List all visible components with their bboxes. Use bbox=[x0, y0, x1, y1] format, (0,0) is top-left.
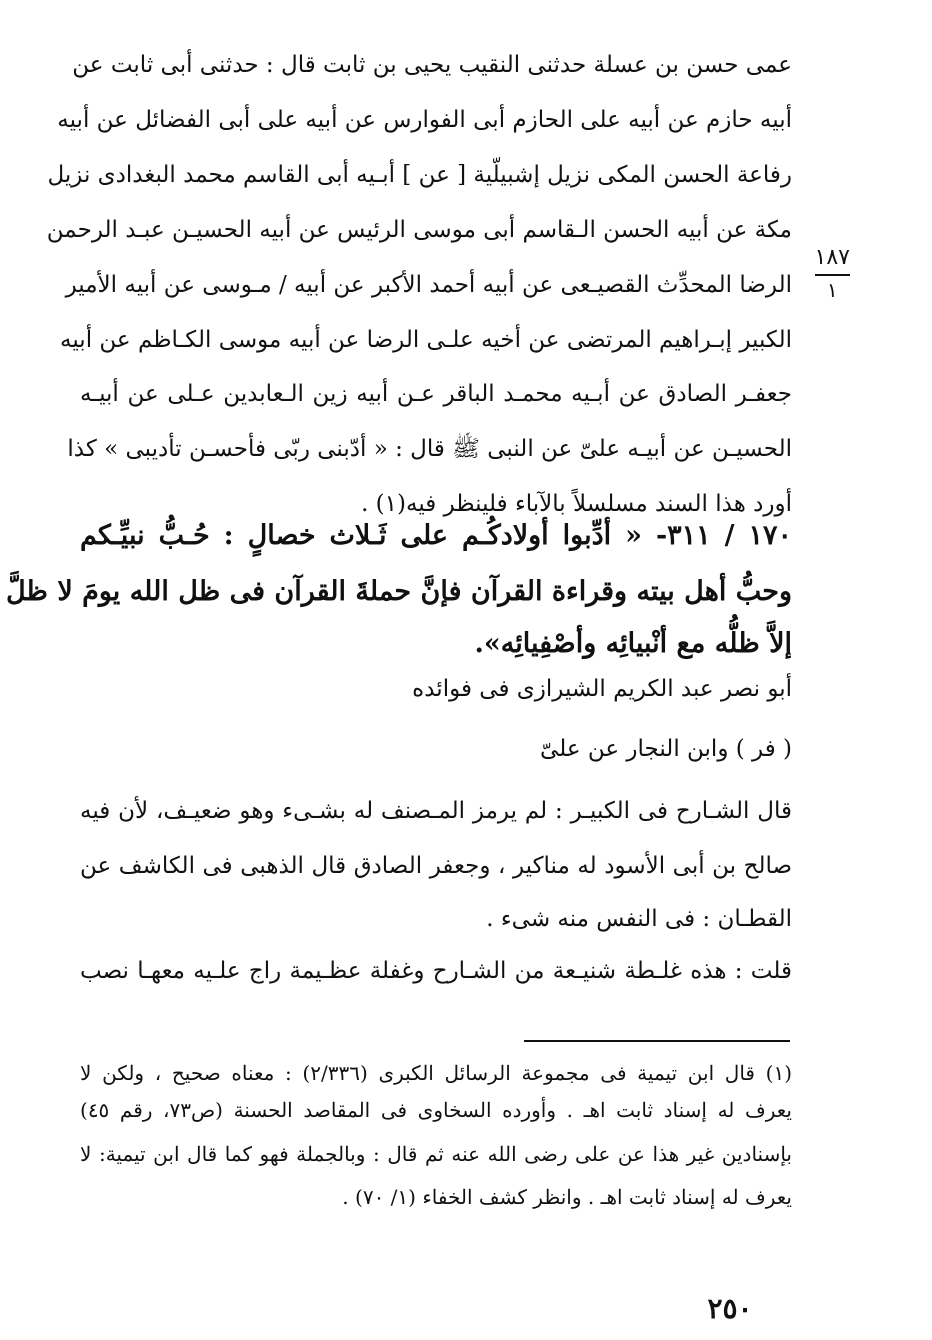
main-text-line: رفاعة الحسن المكى نزيل إشبيلّية [ عن ] أبـيه أبى القاسم محمد البغدادى نزيل bbox=[47, 162, 792, 188]
footnote-separator bbox=[524, 1040, 790, 1042]
footnote-line: بإسنادين غير هذا عن على رضى الله عنه ثم قال : وبالجملة فهو كما قال ابن تيمية: لا bbox=[80, 1142, 792, 1166]
source-line: أبو نصر عبد الكريم الشيرازى فى فوائده bbox=[412, 676, 792, 702]
main-text-line: جعفـر الصادق عن أبـيه محمـد الباقر عـن أبيه زين الـعابدين عـلى عن أبيـه bbox=[80, 381, 792, 407]
hadith-line: ١٧٠ / ٣١١- « أدِّبوا أولادكُـم على ثَـلاث خصالٍ : حُـبُّ نبيِّـكم bbox=[80, 520, 792, 551]
main-text-line: الرضا المحدِّث القصيـعى عن أبيه أحمد الأكبر عن أبيه / مـوسى عن أبيه الأمير bbox=[65, 272, 792, 298]
source-line: ( فر ) وابن النجار عن علىّ bbox=[540, 736, 792, 762]
hadith-line: إلاَّ ظلُّه مع أنْبيائِه وأصْفِيائِه». bbox=[474, 628, 792, 659]
hadith-line: وحبُّ أهل بيته وقراءة القرآن فإنَّ حملةَ القرآن فى ظل الله يومَ لا ظلَّ bbox=[5, 576, 792, 607]
main-text-line: أورد هذا السند مسلسلاً بالآباء فلينظر فيه(١) . bbox=[361, 491, 792, 517]
footnote-line: يعرف له إسناد ثابت اهـ . وانظر كشف الخفاء (١/ ٧٠) . bbox=[342, 1185, 792, 1209]
main-text-line: الحسيـن عن أبيـه علىّ عن النبى ﷺ قال : « أدّبنى ربّى فأحسـن تأديبى » كذا bbox=[67, 436, 792, 462]
main-text-line: الكبير إبـراهيم المرتضى عن أخيه علـى الرضا عن أبيه موسى الكـاظم عن أبيه bbox=[60, 327, 792, 353]
commentary-line: قال الشـارح فى الكبيـر : لم يرمز المـصنف له بشـىء وهو ضعيـف، لأن فيه bbox=[80, 798, 792, 824]
note-line: قلت : هذه غلـطة شنيـعة من الشـارح وغفلة عظـيمة راج علـيه معهـا نصب bbox=[80, 958, 792, 984]
margin-reference bbox=[815, 244, 850, 302]
main-text-line: أبيه حازم عن أبيه على الحازم أبى الفوارس عن أبيه على أبى الفضائل عن أبيه bbox=[57, 107, 792, 133]
commentary-line: القطـان : فى النفس منه شىء . bbox=[486, 906, 792, 932]
margin-reference-rule bbox=[815, 274, 850, 276]
page-number: ٢٥٠ bbox=[707, 1292, 753, 1325]
margin-reference-sub: ١ bbox=[826, 278, 838, 302]
commentary-line: صالح بن أبى الأسود له مناكير ، وجعفر الصادق قال الذهبى فى الكاشف عن bbox=[80, 853, 792, 879]
footnote-line: (١) قال ابن تيمية فى مجموعة الرسائل الكبرى (٢/٣٣٦) : معناه صحيح ، ولكن لا bbox=[80, 1061, 793, 1085]
margin-reference-number: ١٨٧ bbox=[814, 245, 850, 270]
main-text-line: مكة عن أبيه الحسن الـقاسم أبى موسى الرئيس عن أبيه الحسيـن عبـد الرحمن bbox=[46, 217, 792, 243]
main-text-line: عمى حسن بن عسلة حدثنى النقيب يحيى بن ثابت قال : حدثنى أبى ثابت عن bbox=[72, 52, 792, 78]
footnote-line: يعرف له إسناد ثابت اهـ . وأورده السخاوى فى المقاصد الحسنة (ص٧٣، رقم ٤٥) bbox=[80, 1098, 792, 1122]
